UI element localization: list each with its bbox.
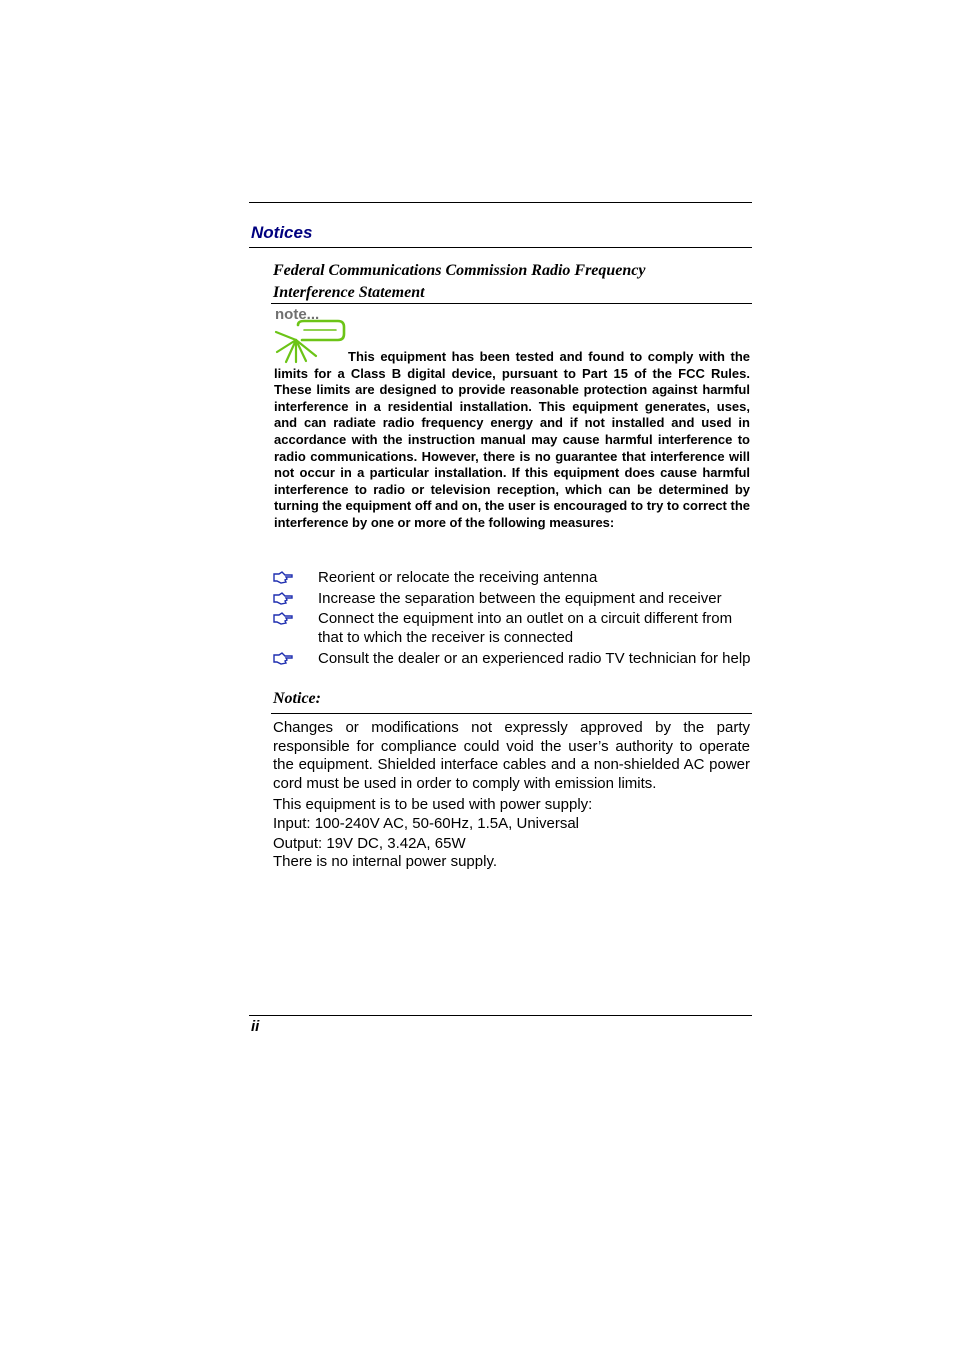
list-item <box>273 568 751 587</box>
fcc-title-line-1: Federal Communications Commission Radio Frequency <box>273 262 646 279</box>
notice-rule <box>271 713 752 714</box>
pointing-hand-icon <box>273 592 293 605</box>
section-rule <box>249 247 752 248</box>
fcc-note-text: This equipment has been tested and found to comply with the limits for a Class B digital device, pursuant to Part 15 of the FCC Rules. These limits are designed to provide reasonable protection against harmful interference in a residential installation. This equipment generates, uses, and can radiate radio frequency energy and if not installed and used in accordance with the instruction manual may cause harmful interference to radio communications. However, there is no guarantee that interference will not occur in a particular installation. If this equipment does cause harmful interference to radio or television reception, which can be determined by turning the equipment off and on, the user is encouraged to try to correct the interference by one or more of the following measures: <box>274 349 750 530</box>
pointing-hand-icon <box>273 571 293 584</box>
note-icon-label: note... <box>275 306 320 323</box>
measures-list <box>273 568 751 669</box>
footer-rule <box>249 1015 752 1016</box>
notice-paragraph: Changes or modifications not expressly approved by the party responsible for compliance could void the user’s authority to operate the equipment. Shielded interface cables and a non-shielded AC power cord must be used in order to comply with emission limits. <box>273 719 750 792</box>
fcc-statement-title <box>273 260 713 304</box>
page-number: ii <box>251 1018 260 1035</box>
power-internal: There is no internal power supply. <box>273 853 498 871</box>
power-input: Input: 100-240V AC, 50-60Hz, 1.5A, Universal <box>273 814 580 832</box>
measure-text: Consult the dealer or an experienced radio TV technician for help <box>318 649 751 667</box>
pointing-hand-icon <box>273 612 293 625</box>
list-item <box>273 609 751 647</box>
title-rule <box>271 303 752 304</box>
notice-label: Notice: <box>273 690 321 707</box>
measure-text: Increase the separation between the equipment and receiver <box>318 589 722 607</box>
power-output: Output: 19V DC, 3.42A, 65W <box>273 834 466 852</box>
measure-text: Reorient or relocate the receiving antenna <box>318 569 598 586</box>
power-intro: This equipment is to be used with power supply: <box>273 796 593 814</box>
pointing-hand-icon <box>273 652 293 665</box>
list-item <box>273 649 751 668</box>
top-rule <box>249 202 752 203</box>
section-heading: Notices <box>251 223 313 242</box>
measure-text: Connect the equipment into an outlet on a circuit different from that to which the receiver is connected <box>318 610 733 646</box>
list-item <box>273 589 751 608</box>
notice-body <box>273 719 750 872</box>
fcc-title-line-2: Interference Statement <box>273 284 425 301</box>
